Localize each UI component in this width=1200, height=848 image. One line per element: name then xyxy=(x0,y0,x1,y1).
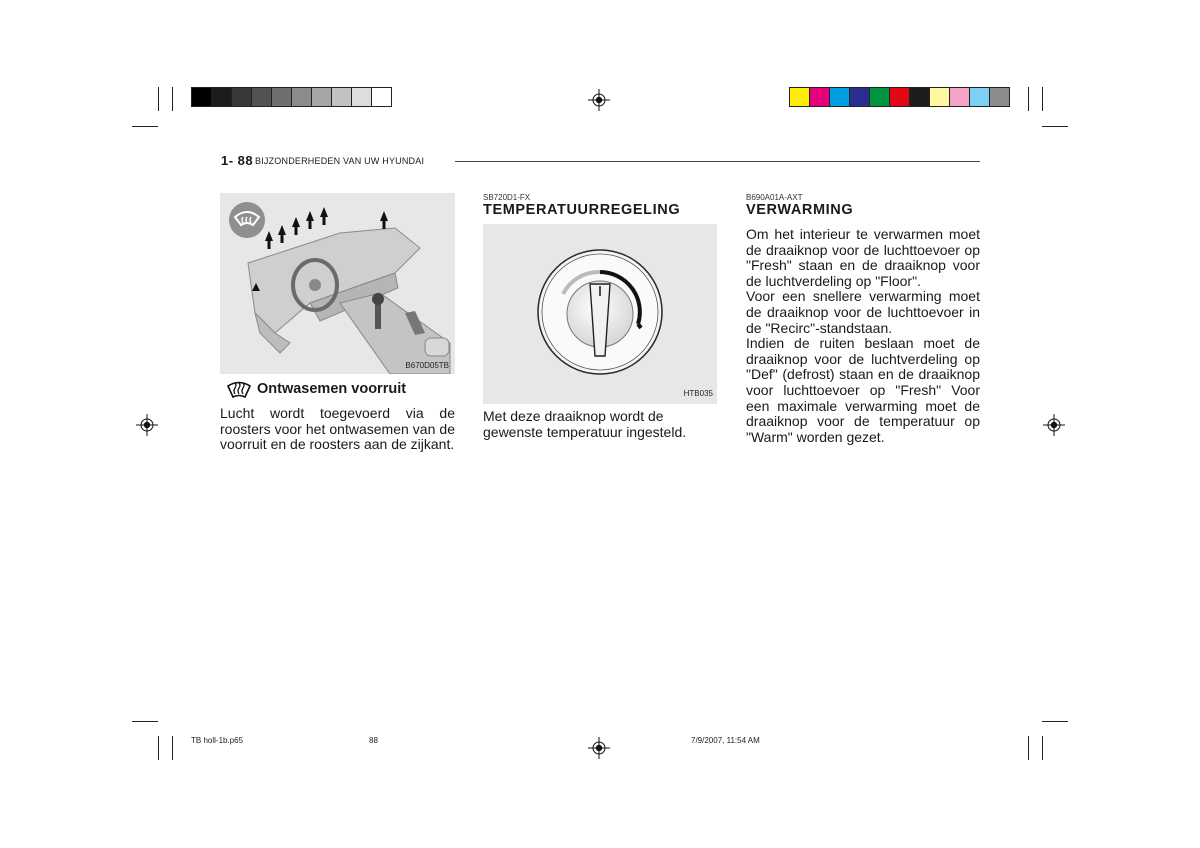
color-swatch xyxy=(251,87,272,107)
section-code: B690A01A-AXT xyxy=(746,193,803,202)
color-swatch xyxy=(211,87,232,107)
registration-mark-bottom-icon xyxy=(588,737,610,759)
color-swatch xyxy=(311,87,332,107)
footer-page: 88 xyxy=(369,736,378,745)
footer-date: 7/9/2007, 11:54 AM xyxy=(691,736,760,745)
defrost-heading: Ontwasemen voorruit xyxy=(257,381,407,397)
color-swatch xyxy=(869,87,890,107)
windshield-defrost-icon xyxy=(226,380,252,400)
color-swatch xyxy=(231,87,252,107)
color-swatch xyxy=(271,87,292,107)
color-swatch xyxy=(829,87,850,107)
color-swatch xyxy=(291,87,312,107)
defrost-text: Lucht wordt toegevoerd via de roosters voor het ontwasemen van de voorruit en de roosters aan de zijkant. xyxy=(220,405,455,453)
color-swatch xyxy=(949,87,970,107)
heating-paragraph: Om het interieur te verwarmen moet de draaiknop voor de luchttoevoer op "Fresh" staan en de draaiknop voor de luchtverdeling op "Floor". xyxy=(746,226,980,289)
temperature-knob-illustration xyxy=(483,224,717,404)
color-swatch xyxy=(351,87,372,107)
heating-paragraph: Voor een snellere verwarming moet de draaiknop voor de luchttoevoer in de "Recirc"-standstaan. xyxy=(746,288,980,336)
section-title: BIJZONDERHEDEN VAN UW HYUNDAI xyxy=(255,156,425,166)
color-swatch xyxy=(331,87,352,107)
temperature-heading: TEMPERATUURREGELING xyxy=(483,202,681,218)
registration-mark-left-icon xyxy=(136,414,158,436)
dashboard-airflow-illustration xyxy=(220,193,455,374)
header-rule xyxy=(455,161,980,162)
figure-code: B670D05TB xyxy=(405,361,449,370)
color-swatch xyxy=(929,87,950,107)
section-code: SB720D1-FX xyxy=(483,193,531,202)
heating-text xyxy=(746,227,980,445)
color-swatch xyxy=(889,87,910,107)
registration-mark-top-icon xyxy=(588,89,610,111)
heating-paragraph: Indien de ruiten beslaan moet de draaiknop voor de luchtverdeling op "Def" (defrost) staan en de draaiknop voor luchttoevoer op "Fresh" Voor een maximale verwarming moet de draaiknop voor de temperatuur op "Warm" worden gezet. xyxy=(746,335,980,445)
color-swatch xyxy=(989,87,1010,107)
color-swatch xyxy=(969,87,990,107)
registration-mark-right-icon xyxy=(1043,414,1065,436)
heating-heading: VERWARMING xyxy=(746,202,854,218)
color-swatch xyxy=(809,87,830,107)
temperature-text: Met deze draaiknop wordt de gewenste temperatuur ingesteld. xyxy=(483,408,687,440)
page-number: 1- 88 xyxy=(221,153,254,168)
color-swatch xyxy=(371,87,392,107)
footer-file: TB holl-1b.p65 xyxy=(191,736,244,745)
color-swatch xyxy=(191,87,212,107)
color-swatch xyxy=(849,87,870,107)
figure-code: HTB035 xyxy=(683,389,713,398)
color-swatch xyxy=(909,87,930,107)
color-swatch xyxy=(789,87,810,107)
